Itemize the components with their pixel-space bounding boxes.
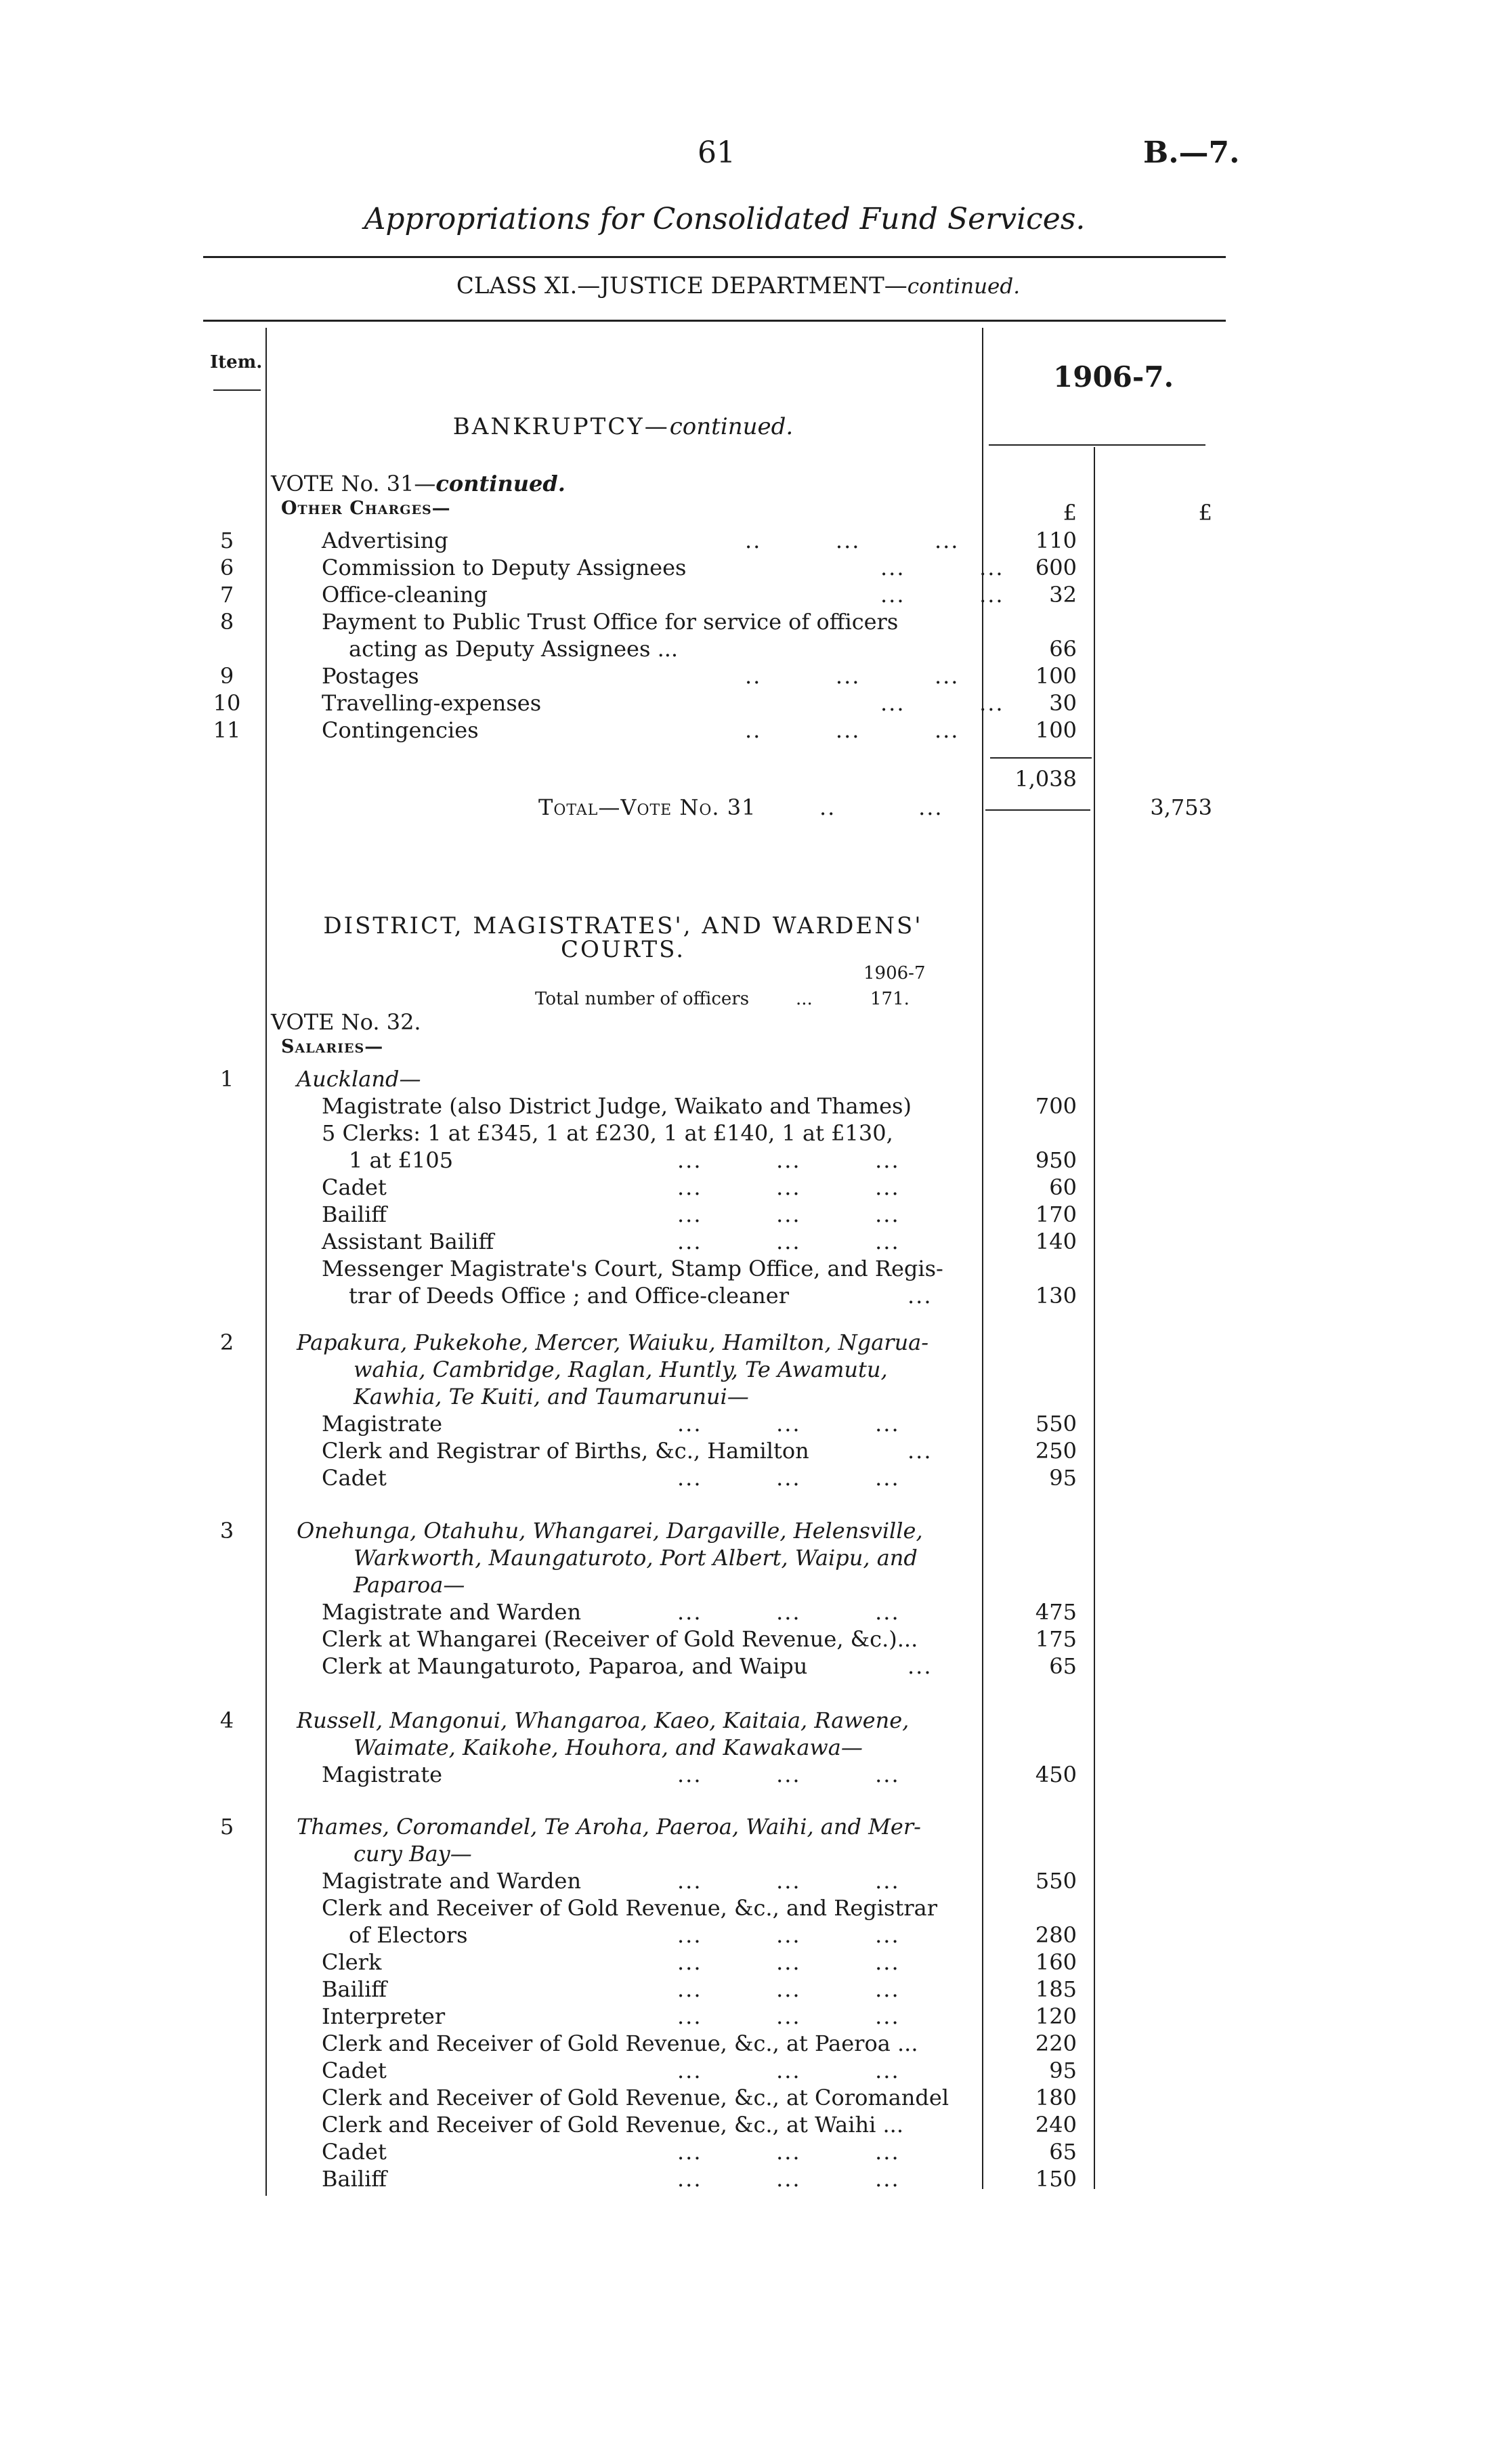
amount: 240 — [1035, 2112, 1077, 2138]
table-row — [203, 1626, 1090, 1653]
amount: 180 — [1035, 2085, 1077, 2110]
group-heading-row — [203, 1840, 1090, 1867]
currency-symbol: £ — [1063, 500, 1077, 526]
table-row — [203, 2057, 1090, 2084]
amount: 185 — [1035, 1976, 1077, 2002]
amount: 66 — [1049, 636, 1077, 662]
group-heading-row — [203, 1329, 1090, 1356]
group-heading-row — [203, 1734, 1090, 1761]
leader-dots: .. ... ... — [745, 717, 960, 743]
group-heading: cury Bay— — [354, 1841, 472, 1867]
amount: 100 — [1035, 663, 1077, 689]
item-header-rule — [213, 389, 261, 391]
item-number: 8 — [219, 609, 234, 635]
table-row — [203, 1464, 1090, 1491]
rule-total-column — [1094, 447, 1095, 2189]
table-row — [203, 2138, 1090, 2165]
table-row — [203, 689, 1090, 717]
row-label: trar of Deeds Office ; and Office-cleaner — [349, 1283, 790, 1309]
group-heading-row — [203, 1544, 1090, 1571]
currency-symbol: £ — [1198, 500, 1212, 526]
row-label: acting as Deputy Assignees ... — [349, 636, 679, 662]
class-title: CLASS XI.—JUSTICE DEPARTMENT—continued. — [456, 272, 1021, 299]
group-heading: Warkworth, Maungaturoto, Port Albert, Waipu, and — [354, 1545, 918, 1571]
row-label: Clerk at Maungaturoto, Paparoa, and Waipu — [322, 1653, 808, 1679]
total-row — [203, 794, 1090, 821]
page-title: Appropriations for Consolidated Fund Services. — [364, 202, 1086, 236]
group-heading: wahia, Cambridge, Raglan, Huntly, Te Awamutu, — [354, 1357, 888, 1382]
table-row — [203, 608, 1090, 635]
leader-dots: ... ... ... — [677, 1174, 900, 1200]
group-heading-row — [203, 1383, 1090, 1410]
leader-dots: ... ... ... — [677, 1202, 900, 1227]
table-row — [203, 2030, 1090, 2057]
officers-label: Total number of officers — [535, 989, 750, 1009]
row-label: Clerk and Receiver of Gold Revenue, &c., at Waihi ... — [322, 2112, 903, 2138]
leader-dots: ... ... ... — [677, 2166, 900, 2192]
row-label: Magistrate (also District Judge, Waikato and Thames) — [322, 1093, 912, 1119]
leader-dots: ... ... ... — [677, 2139, 900, 2165]
leader-dots: ... ... ... — [677, 1147, 900, 1173]
leader-dots: .. ... ... — [745, 663, 960, 689]
row-label: Cadet — [322, 1465, 387, 1491]
table-row — [203, 1255, 1090, 1282]
amount: 150 — [1035, 2166, 1077, 2192]
amount: 950 — [1035, 1147, 1077, 1173]
amount: 95 — [1049, 2058, 1077, 2083]
row-label: Clerk and Receiver of Gold Revenue, &c., at Coromandel — [322, 2085, 949, 2110]
leader-dots: ... — [796, 989, 813, 1009]
row-label: Clerk at Whangarei (Receiver of Gold Revenue, &c.)... — [322, 1626, 918, 1652]
table-row — [203, 1282, 1090, 1309]
leader-dots: ... ... ... — [677, 1762, 900, 1787]
row-label: Clerk and Receiver of Gold Revenue, &c., and Registrar — [322, 1895, 937, 1921]
row-label: Clerk — [322, 1949, 382, 1975]
total-rule — [985, 809, 1090, 811]
row-label: Cadet — [322, 2058, 387, 2083]
amount: 475 — [1035, 1599, 1077, 1625]
section-title-district: DISTRICT, MAGISTRATES', AND WARDENS' — [323, 912, 923, 939]
group-heading: Russell, Mangonui, Whangaroa, Kaeo, Kaitaia, Rawene, — [297, 1707, 910, 1733]
table-row — [203, 717, 1090, 744]
amount: 95 — [1049, 1465, 1077, 1491]
table-row — [203, 581, 1090, 608]
leader-dots: ... ... ... — [677, 1599, 900, 1625]
table-row — [203, 527, 1090, 554]
table-row — [203, 1976, 1090, 2003]
vote-total: 3,753 — [1150, 794, 1212, 820]
row-label: Clerk and Registrar of Births, &c., Hamilton — [322, 1438, 809, 1464]
officers-year: 1906-7 — [863, 963, 926, 983]
leader-dots: ... ... ... — [677, 1976, 900, 2002]
item-column-header: Item. — [210, 352, 263, 373]
table-row — [203, 1228, 1090, 1255]
row-label: Magistrate — [322, 1762, 443, 1787]
row-label: Office-cleaning — [322, 582, 488, 608]
amount: 160 — [1035, 1949, 1077, 1975]
row-label: Magistrate and Warden — [322, 1599, 582, 1625]
amount: 550 — [1035, 1411, 1077, 1437]
amount: 120 — [1035, 2003, 1077, 2029]
subtotal-rule — [990, 757, 1092, 759]
table-row — [203, 1921, 1090, 1949]
table-row — [203, 2084, 1090, 2111]
leader-dots: ... ... — [880, 582, 1004, 608]
amount: 700 — [1035, 1093, 1077, 1119]
amount: 65 — [1049, 2139, 1077, 2165]
group-heading-row — [203, 1356, 1090, 1383]
leader-dots: ... ... ... — [677, 2058, 900, 2083]
amount: 280 — [1035, 1922, 1077, 1948]
amount: 65 — [1049, 1653, 1077, 1679]
row-label: Cadet — [322, 1174, 387, 1200]
item-number: 5 — [219, 1814, 234, 1840]
row-label: Travelling-expenses — [322, 690, 542, 716]
group-heading-row — [203, 1813, 1090, 1840]
group-heading: Papakura, Pukekohe, Mercer, Waiuku, Hamilton, Ngarua- — [297, 1330, 929, 1355]
row-label: Bailiff — [322, 1976, 387, 2002]
total-label: Total—Vote No. 31 — [538, 794, 756, 820]
year-header-rule — [989, 444, 1205, 446]
row-label: Magistrate — [322, 1411, 443, 1437]
leader-dots: ... ... ... — [677, 1411, 900, 1437]
amount: 600 — [1035, 555, 1077, 580]
table-row — [203, 1174, 1090, 1201]
section-title-district-line2: COURTS. — [560, 936, 686, 963]
row-label: Bailiff — [322, 1202, 387, 1227]
group-heading-row — [203, 1707, 1090, 1734]
vote-heading: VOTE No. 31—continued. — [271, 471, 565, 496]
amount: 30 — [1049, 690, 1077, 716]
leader-dots: ... ... ... — [677, 1868, 900, 1894]
document-reference: B.—7. — [1143, 135, 1240, 170]
sub-heading: Salaries— — [281, 1036, 384, 1057]
leader-dots: ... ... — [880, 690, 1004, 716]
group-heading: Thames, Coromandel, Te Aroha, Paeroa, Waihi, and Mer- — [297, 1814, 921, 1840]
table-row — [203, 1653, 1090, 1680]
table-row — [203, 635, 1090, 662]
officers-count: 171. — [870, 989, 910, 1009]
leader-dots: ... ... ... — [677, 1465, 900, 1491]
group-heading: Kawhia, Te Kuiti, and Taumarunui— — [354, 1384, 749, 1409]
leader-dots: ... ... ... — [677, 1949, 900, 1975]
row-label: Interpreter — [322, 2003, 446, 2029]
amount: 550 — [1035, 1868, 1077, 1894]
amount: 170 — [1035, 1202, 1077, 1227]
sub-heading: Other Charges— — [281, 498, 451, 519]
table-row — [203, 1201, 1090, 1228]
section-title-bankruptcy: BANKRUPTCY—continued. — [452, 413, 794, 440]
leader-dots: ... ... ... — [677, 2003, 900, 2029]
row-label: Magistrate and Warden — [322, 1868, 582, 1894]
table-row — [203, 1598, 1090, 1626]
group-heading: Paparoa— — [354, 1572, 465, 1598]
table-row — [203, 1867, 1090, 1894]
amount: 100 — [1035, 717, 1077, 743]
group-heading: Waimate, Kaikohe, Houhora, and Kawakawa— — [354, 1735, 863, 1760]
row-label: Contingencies — [322, 717, 479, 743]
group-heading-row — [203, 1065, 1090, 1092]
leader-dots: ... ... ... — [677, 1229, 900, 1254]
row-label: Advertising — [322, 528, 448, 553]
item-number: 3 — [219, 1518, 234, 1544]
row-label: Messenger Magistrate's Court, Stamp Office, and Regis- — [322, 1256, 943, 1281]
table-row — [203, 1120, 1090, 1147]
row-label: Assistant Bailiff — [322, 1229, 494, 1254]
item-number: 9 — [219, 663, 234, 689]
row-label: Bailiff — [322, 2166, 387, 2192]
group-heading: Auckland— — [297, 1066, 421, 1092]
item-number: 7 — [219, 582, 234, 608]
group-heading-row — [203, 1517, 1090, 1544]
table-row — [203, 662, 1090, 689]
table-row — [203, 1949, 1090, 1976]
amount: 250 — [1035, 1438, 1077, 1464]
amount: 140 — [1035, 1229, 1077, 1254]
leader-dots: ... ... ... — [677, 1922, 900, 1948]
table-row — [203, 2111, 1090, 2138]
leader-dots: ... — [907, 1438, 933, 1464]
row-label: 5 Clerks: 1 at £345, 1 at £230, 1 at £140, 1 at £130, — [322, 1120, 893, 1146]
page-number: 61 — [698, 135, 735, 170]
table-row — [203, 1410, 1090, 1437]
item-number: 4 — [219, 1707, 234, 1733]
table-row — [203, 2165, 1090, 2192]
table-row — [203, 1147, 1090, 1174]
amount: 32 — [1049, 582, 1077, 608]
table-row — [203, 1437, 1090, 1464]
table-row — [203, 554, 1090, 581]
item-number: 1 — [219, 1066, 234, 1092]
item-number: 2 — [219, 1330, 234, 1355]
item-number: 5 — [219, 528, 234, 553]
table-row — [203, 1894, 1090, 1921]
row-label: 1 at £105 — [349, 1147, 454, 1173]
amount: 110 — [1035, 528, 1077, 553]
leader-dots: .. ... — [819, 794, 943, 820]
rule-below-class — [203, 320, 1226, 322]
group-heading: Onehunga, Otahuhu, Whangarei, Dargaville, Helensville, — [297, 1518, 923, 1544]
row-label: Cadet — [322, 2139, 387, 2165]
table-row — [203, 1761, 1090, 1788]
row-label: Commission to Deputy Assignees — [322, 555, 687, 580]
year-column-header: 1906-7. — [1053, 360, 1174, 394]
leader-dots: ... — [907, 1653, 933, 1679]
amount: 450 — [1035, 1762, 1077, 1787]
amount: 60 — [1049, 1174, 1077, 1200]
row-label: Payment to Public Trust Office for service of officers — [322, 609, 899, 635]
amount: 220 — [1035, 2031, 1077, 2056]
amount: 175 — [1035, 1626, 1077, 1652]
group-heading-row — [203, 1571, 1090, 1598]
leader-dots: ... — [907, 1283, 933, 1309]
vote-subtotal: 1,038 — [1014, 766, 1077, 792]
leader-dots: .. ... ... — [745, 528, 960, 553]
leader-dots: ... ... — [880, 555, 1004, 580]
vote-heading: VOTE No. 32. — [271, 1009, 421, 1035]
item-number: 10 — [213, 690, 241, 716]
row-label: of Electors — [349, 1922, 468, 1948]
table-row — [203, 2003, 1090, 2030]
row-label: Clerk and Receiver of Gold Revenue, &c., at Paeroa ... — [322, 2031, 918, 2056]
rule-top — [203, 256, 1226, 258]
item-number: 11 — [213, 717, 241, 743]
item-number: 6 — [219, 555, 234, 580]
amount: 130 — [1035, 1283, 1077, 1309]
table-row — [203, 1092, 1090, 1120]
row-label: Postages — [322, 663, 419, 689]
